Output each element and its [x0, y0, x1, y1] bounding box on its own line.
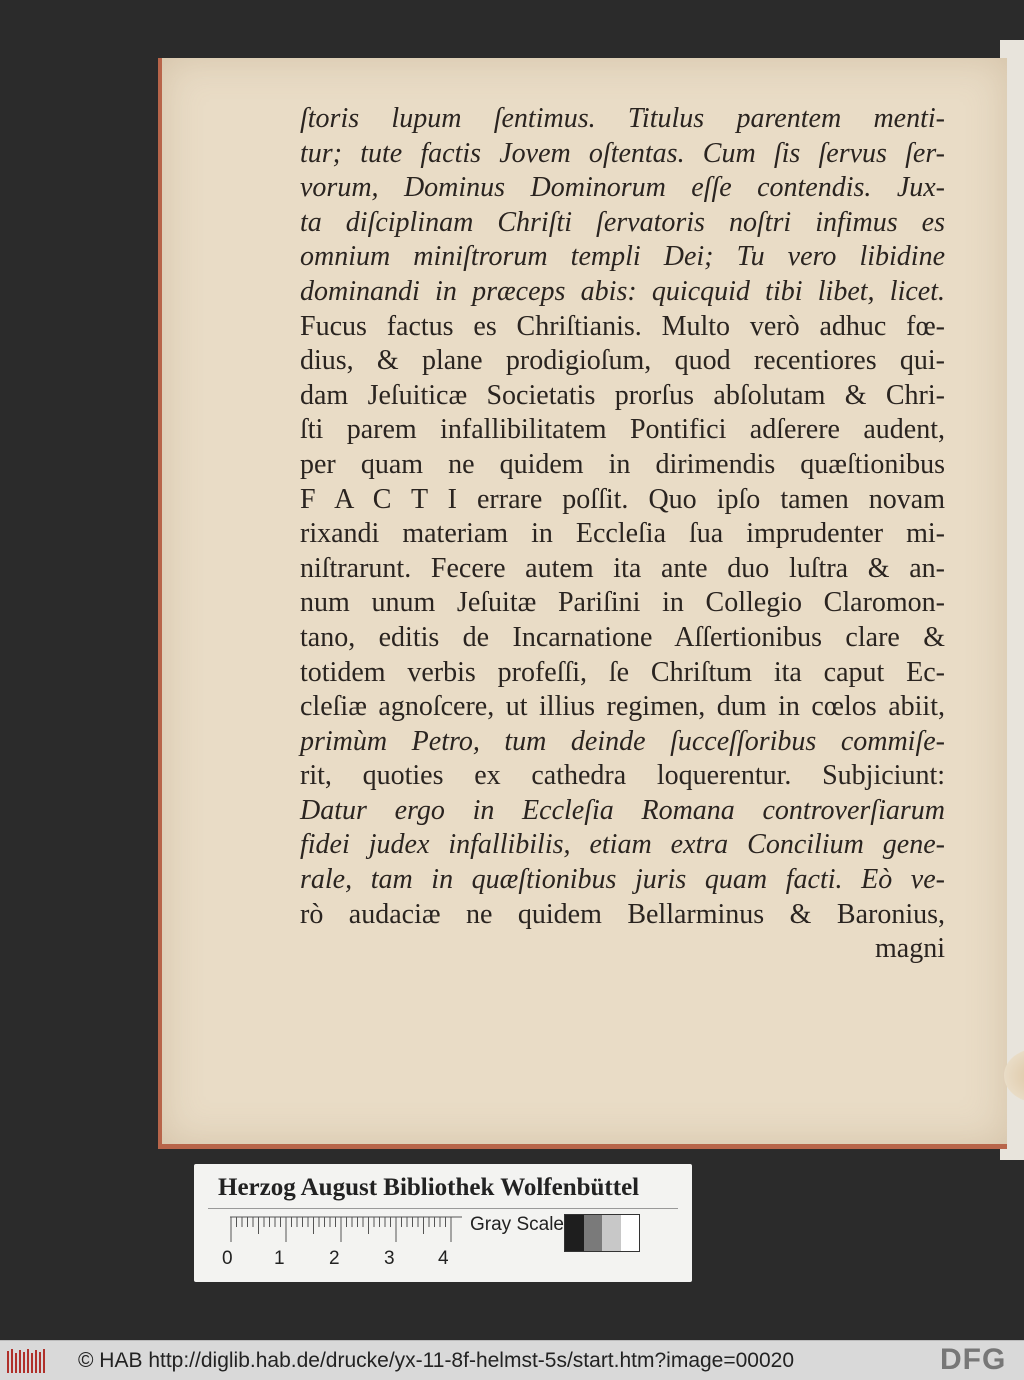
- text-line: tano, editis de Incarnatione Aſſertionibus clare &: [300, 621, 945, 653]
- text-line: rale, tam in quæſtionibus juris quam facti. Eò ve-: [300, 864, 945, 896]
- text-line: Datur ergo in Eccleſia Romana controverſiarum: [300, 794, 945, 826]
- text-line: ta diſciplinam Chriſti ſervatoris noſtri infimus es: [300, 206, 945, 238]
- gray-scale-label: Gray Scale: [470, 1214, 564, 1235]
- ruler-numbers: [216, 1248, 476, 1272]
- library-name: Herzog August Bibliothek Wolfenbüttel: [218, 1174, 640, 1201]
- gray-swatch: [621, 1215, 640, 1251]
- text-line: niſtrarunt. Fecere autem ita ante duo luſtra & an-: [300, 552, 945, 584]
- text-line: dominandi in præceps abis: quicquid tibi libet, licet.: [300, 275, 945, 307]
- ruler-number: 4: [438, 1248, 449, 1269]
- text-line: primùm Petro, tum deinde ſucceſſoribus commiſe-: [300, 725, 945, 757]
- text-line: totidem verbis profeſſi, ſe Chriſtum ita caput Ec-: [300, 656, 945, 688]
- ruler-number: 3: [384, 1248, 395, 1269]
- text-line: fidei judex infallibilis, etiam extra Concilium gene-: [300, 829, 945, 861]
- text-line: cleſiæ agnoſcere, ut illius regimen, dum in cœlos abiit,: [300, 691, 945, 723]
- gray-swatch: [565, 1215, 584, 1251]
- text-line: tur; tute factis Jovem oſtentas. Cum ſis ſervus ſer-: [300, 137, 945, 169]
- ruler-number: 0: [222, 1248, 233, 1269]
- text-line: ſti parem infallibilitatem Pontifici adſerere audent,: [300, 414, 945, 446]
- text-line: num unum Jeſuitæ Pariſini in Collegio Claromon-: [300, 587, 945, 619]
- text-line: per quam ne quidem in dirimendis quæſtionibus: [300, 448, 945, 480]
- gray-swatch: [584, 1215, 603, 1251]
- gray-swatch: [602, 1215, 621, 1251]
- text-line: dius, & plane prodigioſum, quod recentiores qui-: [300, 345, 945, 377]
- text-line: rò audaciæ ne quidem Bellarminus & Baronius,: [300, 898, 945, 930]
- label-divider: [208, 1208, 678, 1209]
- footer-bar: [0, 1340, 1024, 1380]
- text-line: magni: [875, 933, 945, 965]
- text-line: F A C T I errare poſſit. Quo ipſo tamen novam: [300, 483, 945, 515]
- text-line: dam Jeſuiticæ Societatis prorſus abſolutam & Chri-: [300, 379, 945, 411]
- ruler-number: 2: [329, 1248, 340, 1269]
- gray-scale-swatches: [564, 1214, 640, 1252]
- library-color-label: [194, 1164, 692, 1282]
- text-line: omnium miniſtrorum templi Dei; Tu vero libidine: [300, 241, 945, 273]
- text-line: vorum, Dominus Dominorum eſſe contendis. Jux-: [300, 172, 945, 204]
- ruler-number: 1: [274, 1248, 285, 1269]
- text-line: rixandi materiam in Eccleſia ſua imprudenter mi-: [300, 518, 945, 550]
- page-text-block: [300, 102, 945, 967]
- text-line: ſtoris lupum ſentimus. Titulus parentem menti-: [300, 103, 945, 134]
- text-line: Fucus factus es Chriſtianis. Multo verò adhuc fœ-: [300, 310, 945, 342]
- text-line: rit, quoties ex cathedra loquerentur. Subjiciunt:: [300, 760, 945, 792]
- hab-barcode-logo-icon: [6, 1347, 46, 1375]
- footer-copyright-url[interactable]: © HAB http://diglib.hab.de/drucke/yx-11-8f-helmst-5s/start.htm?image=00020: [78, 1349, 795, 1372]
- centimeter-ruler: [230, 1216, 462, 1246]
- dfg-logo: DFG: [940, 1343, 1007, 1376]
